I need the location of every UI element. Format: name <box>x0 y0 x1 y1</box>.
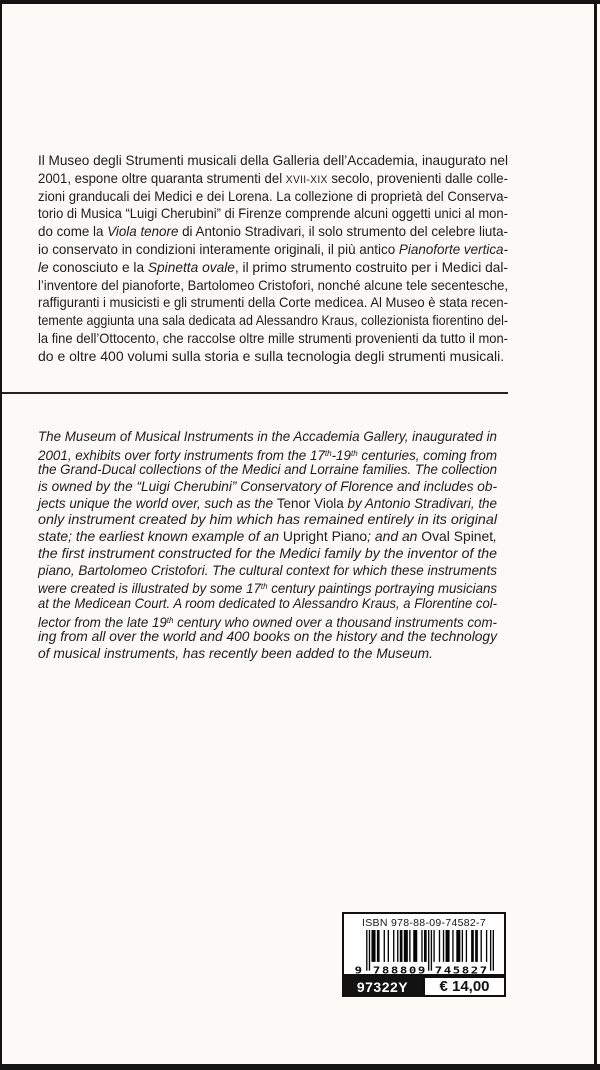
text-line: the Grand-Ducal collections of the Medici and Lorraine families. The collection <box>38 462 497 478</box>
text-line: of musical instruments, has recently been added to the Museum. <box>38 645 433 661</box>
barcode-label <box>342 912 506 997</box>
text-line: is owned by the “Luigi Cherubini” Conservatory of Florence and includes ob- <box>38 479 497 495</box>
text-line: 2001, espone oltre quaranta strumenti del XVII-XIX secolo, provenienti dalle colle- <box>38 169 508 186</box>
label-bottom-row <box>342 976 506 997</box>
text-line: raffiguranti i musicisti e gli strumenti della Corte medicea. Al Museo è stata recen- <box>38 294 508 311</box>
text-line: torio di Musica “Luigi Cherubini” di Firenze comprende alcuni oggetti unici al mon- <box>38 205 508 222</box>
text-line: piano, Bartolomeo Cristofori. The cultural context for which these instruments <box>38 562 497 578</box>
text-line: jects unique the world over, such as the Tenor Viola by Antonio Stradivari, the <box>38 495 497 511</box>
isbn-text: ISBN 978-88-09-74582-7 <box>362 917 486 929</box>
ean13-barcode <box>354 930 494 974</box>
text-line: l’inventore del pianoforte, Bartolomeo Cristofori, nonché alcune tele secentesche, <box>38 276 508 293</box>
text-line: were created is illustrated by some 17th century paintings portraying musicians <box>38 581 497 597</box>
text-line: state; the earliest known example of an Upright Piano; and an Oval Spinet, <box>38 529 498 545</box>
text-line: lector from the late 19th century who owned over a thousand instruments com- <box>38 614 497 630</box>
text-line: do come la Viola tenore di Antonio Stradivari, il solo strumento del celebre liuta- <box>38 223 508 240</box>
text-line: zioni granducali dei Medici e dei Lorena. La collezione di proprietà del Conserva- <box>38 187 508 204</box>
text-line: ing from all over the world and 400 books on the history and the technology <box>38 629 497 645</box>
publisher-code-badge: 97322Y <box>342 976 423 997</box>
svg-text:788809: 788809 <box>372 964 426 974</box>
text-line: 2001, exhibits over forty instruments from the 17th-19th centuries, coming from <box>38 447 497 463</box>
scan-border-right <box>594 0 597 1070</box>
text-line: at the Medicean Court. A room dedicated to Alessandro Kraus, a Florentine col- <box>38 595 497 611</box>
text-line: la fine dell’Ottocento, che raccolse oltre mille strumenti provenienti da tutto il mon- <box>38 329 508 346</box>
svg-text:9: 9 <box>354 964 363 974</box>
italian-description <box>38 152 508 366</box>
text-line: io conservato in condizioni interamente originali, il più antico Pianoforte vertica- <box>38 240 508 257</box>
scan-border-top <box>0 0 600 4</box>
scan-border-left <box>0 0 2 1070</box>
text-line: le conosciuto e la Spinetta ovale, il primo strumento costruito per i Medici dal- <box>38 258 508 275</box>
text-line: the first instrument constructed for the Medici family by the inventor of the <box>38 545 497 561</box>
section-divider <box>2 392 508 394</box>
svg-text:745827: 745827 <box>434 964 488 974</box>
text-line: do e oltre 400 volumi sulla storia e sulla tecnologia degli strumenti musicali. <box>38 347 505 364</box>
english-description <box>38 429 497 663</box>
price-badge: € 14,00 <box>423 976 506 997</box>
text-line: The Museum of Musical Instruments in the Accademia Gallery, inaugurated in <box>38 429 497 444</box>
text-line: only instrument created by him which has remained entirely in its original <box>38 512 497 528</box>
scan-border-bottom <box>0 1064 600 1070</box>
text-line: temente aggiunta una sala dedicata ad Alessandro Kraus, collezionista fiorentino del- <box>38 312 508 329</box>
barcode-box <box>342 912 506 976</box>
text-line: Il Museo degli Strumenti musicali della Galleria dell’Accademia, inaugurato nel <box>38 152 508 168</box>
